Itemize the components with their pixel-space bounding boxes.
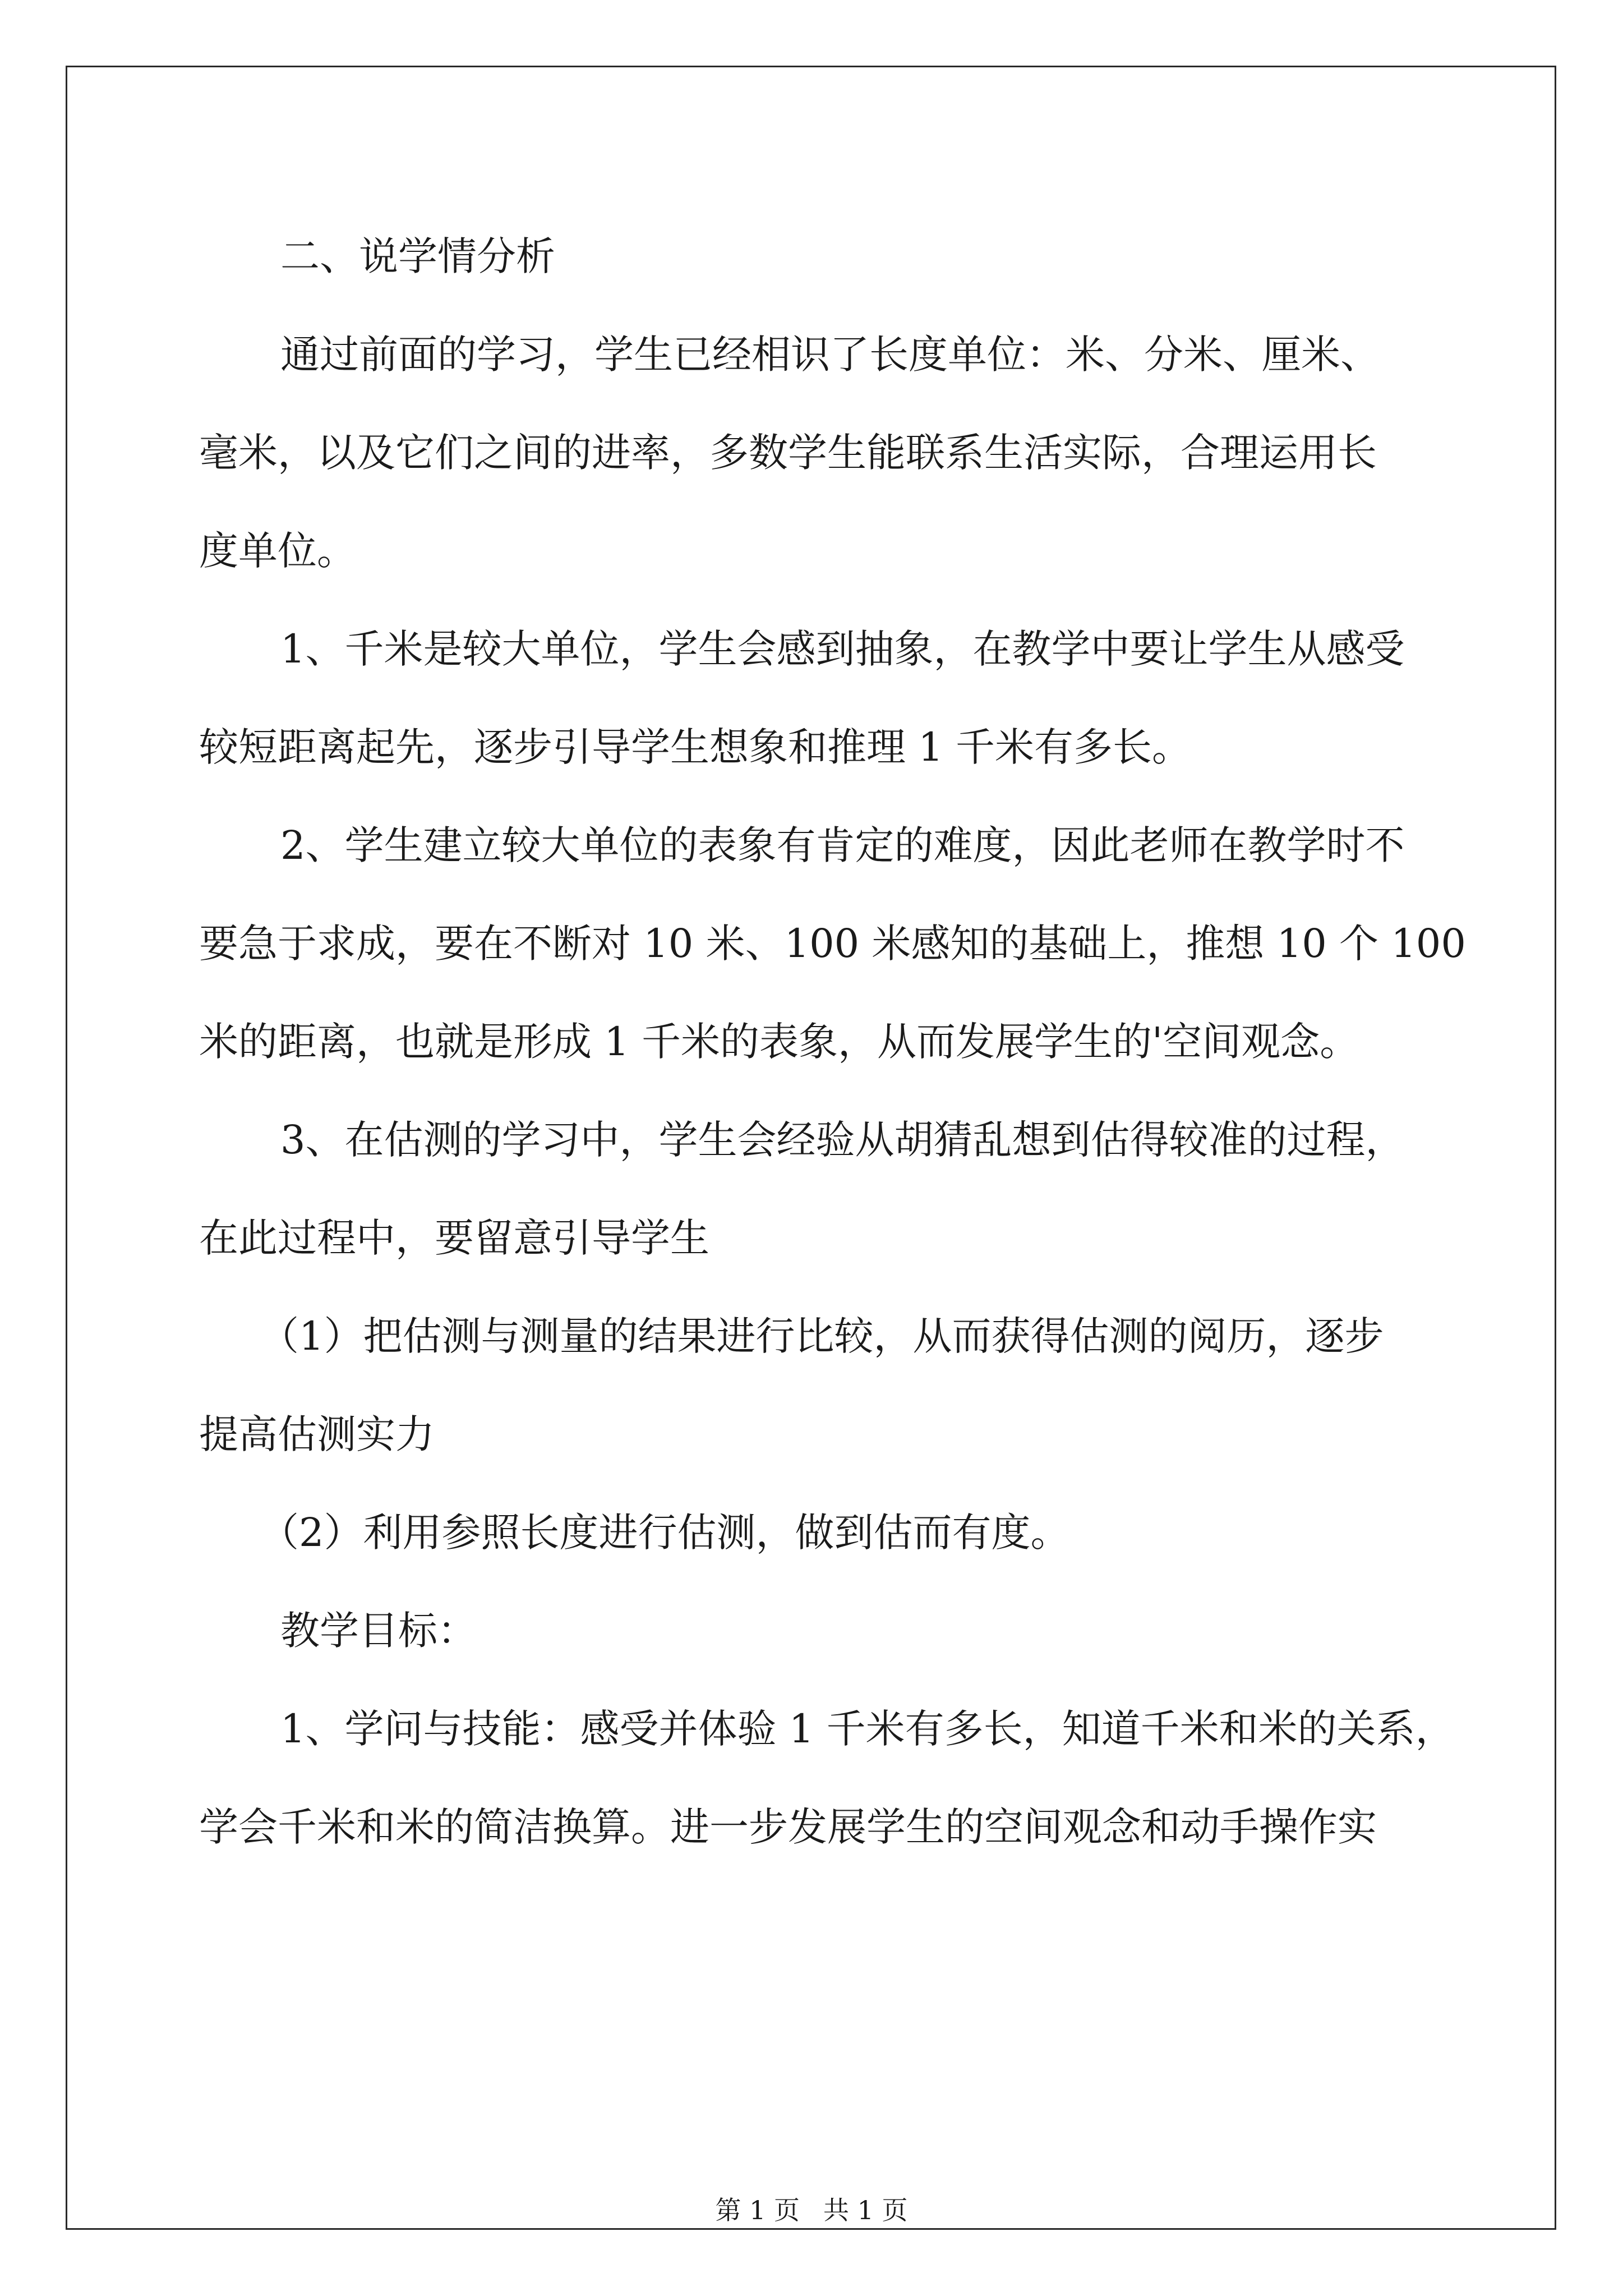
page-number: 第 1 页	[715, 2195, 800, 2225]
paragraph-line: 较短距离起先，逐步引导学生想象和推理 1 千米有多长。	[199, 724, 1192, 770]
paragraph-line: 度单位。	[199, 528, 356, 574]
paragraph-line: 在此过程中，要留意引导学生	[199, 1215, 709, 1261]
section-heading: 二、说学情分析	[280, 233, 555, 279]
page-footer	[0, 2193, 1623, 2227]
paragraph-line: 米的距离，也就是形成 1 千米的表象，从而发展学生的'空间观念。	[199, 1019, 1359, 1065]
paragraph-line: 学会千米和米的简洁换算。进一步发展学生的空间观念和动手操作实	[199, 1804, 1377, 1850]
page-total: 共 1 页	[823, 2195, 908, 2225]
paragraph-line: 3、在估测的学习中，学生会经验从胡猜乱想到估得较准的过程，	[280, 1117, 1405, 1163]
document-body	[199, 208, 1466, 1876]
paragraph-line: 1、千米是较大单位，学生会感到抽象，在教学中要让学生从感受	[280, 626, 1405, 672]
paragraph-line: 2、学生建立较大单位的表象有肯定的难度，因此老师在教学时不	[280, 822, 1405, 868]
paragraph-line: 要急于求成，要在不断对 10 米、100 米感知的基础上，推想 10 个 100	[199, 921, 1466, 967]
paragraph-line: 提高估测实力	[199, 1411, 435, 1457]
paragraph-line: （2）利用参照长度进行估测，做到估而有度。	[260, 1510, 1070, 1556]
paragraph-line: 毫米，以及它们之间的进率，多数学生能联系生活实际，合理运用长	[199, 430, 1377, 476]
goals-heading: 教学目标：	[280, 1608, 477, 1654]
paragraph-line: （1）把估测与测量的结果进行比较，从而获得估测的阅历，逐步	[260, 1313, 1384, 1359]
paragraph-line: 1、学问与技能：感受并体验 1 千米有多长，知道千米和米的关系，	[280, 1706, 1455, 1752]
paragraph-line: 通过前面的学习，学生已经相识了长度单位：米、分米、厘米、	[280, 332, 1380, 378]
